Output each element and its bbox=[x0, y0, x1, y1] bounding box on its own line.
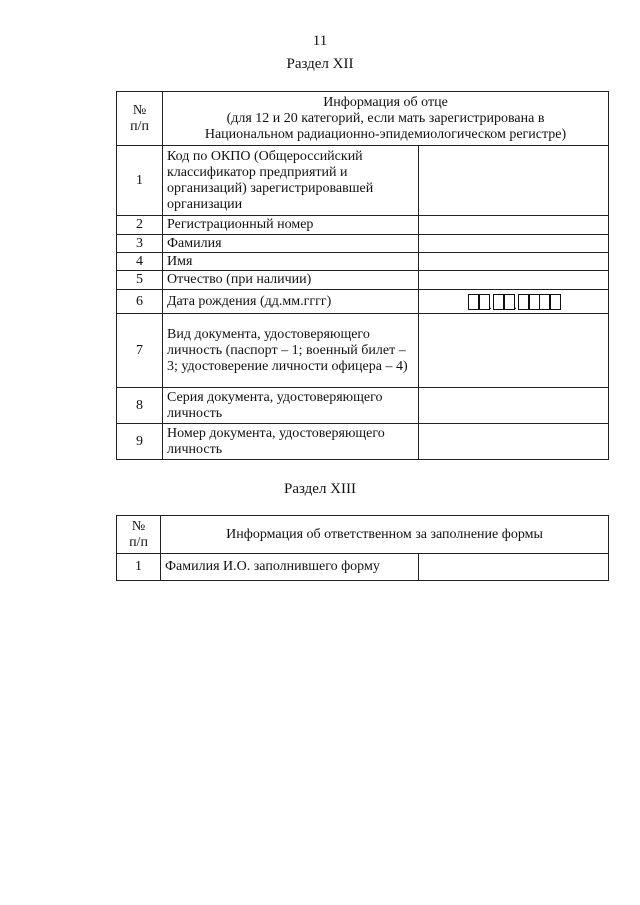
number-column-header: № п/п bbox=[117, 516, 161, 554]
field-label-doc-type: Вид документа, удостоверяющего личность (паспорт – 1; военный билет – 3; удостоверение личности офицера – 4) bbox=[163, 314, 419, 388]
surname-value-cell[interactable] bbox=[419, 235, 609, 253]
date-separator: . bbox=[514, 297, 517, 312]
doc-series-value-cell[interactable] bbox=[419, 388, 609, 424]
father-info-table bbox=[116, 91, 609, 460]
field-label-reg-number: Регистрационный номер bbox=[163, 216, 419, 235]
patronymic-value-cell[interactable] bbox=[419, 271, 609, 290]
section-13-title: Раздел XIII bbox=[284, 481, 356, 497]
field-label-surname: Фамилия bbox=[163, 235, 419, 253]
table-row bbox=[117, 388, 609, 424]
section-12-title: Раздел XII bbox=[286, 56, 354, 72]
table-row bbox=[117, 271, 609, 290]
table-header-row bbox=[117, 92, 609, 146]
row-number: 5 bbox=[117, 271, 163, 290]
field-label-first-name: Имя bbox=[163, 253, 419, 271]
table-row bbox=[117, 235, 609, 253]
responsible-info-header: Информация об ответственном за заполнение формы bbox=[161, 516, 609, 554]
responsible-person-table bbox=[116, 515, 609, 581]
reg-number-value-cell[interactable] bbox=[419, 216, 609, 235]
field-label-doc-series: Серия документа, удостоверяющего личность bbox=[163, 388, 419, 424]
father-info-header: Информация об отце (для 12 и 20 категорий, если мать зарегистрирована в Национальном радиационно-эпидемиологическом регистре) bbox=[163, 92, 609, 146]
okpo-value-cell[interactable] bbox=[419, 146, 609, 216]
field-label-filler-name: Фамилия И.О. заполнившего форму bbox=[161, 554, 419, 581]
field-label-birth-date: Дата рождения (дд.мм.гггг) bbox=[163, 290, 419, 314]
row-number: 1 bbox=[117, 146, 163, 216]
row-number: 1 bbox=[117, 554, 161, 581]
table-row bbox=[117, 216, 609, 235]
birth-date-value-cell[interactable] bbox=[419, 290, 609, 314]
number-column-header: № п/п bbox=[117, 92, 163, 146]
field-label-patronymic: Отчество (при наличии) bbox=[163, 271, 419, 290]
table-row bbox=[117, 146, 609, 216]
birth-date-boxes[interactable] bbox=[423, 294, 604, 310]
row-number: 6 bbox=[117, 290, 163, 314]
table-row bbox=[117, 253, 609, 271]
page-number: 11 bbox=[312, 33, 328, 49]
first-name-value-cell[interactable] bbox=[419, 253, 609, 271]
doc-type-value-cell[interactable] bbox=[419, 314, 609, 388]
field-label-okpo: Код по ОКПО (Общероссийский классификатор предприятий и организаций) зарегистрировавшей организации bbox=[163, 146, 419, 216]
table-header-row bbox=[117, 516, 609, 554]
table-row bbox=[117, 424, 609, 460]
filler-name-value-cell[interactable] bbox=[419, 554, 609, 581]
row-number: 9 bbox=[117, 424, 163, 460]
row-number: 2 bbox=[117, 216, 163, 235]
table-row bbox=[117, 314, 609, 388]
row-number: 3 bbox=[117, 235, 163, 253]
row-number: 8 bbox=[117, 388, 163, 424]
date-separator: . bbox=[489, 297, 492, 312]
field-label-doc-number: Номер документа, удостоверяющего личность bbox=[163, 424, 419, 460]
doc-number-value-cell[interactable] bbox=[419, 424, 609, 460]
table-row bbox=[117, 290, 609, 314]
date-digit-box[interactable] bbox=[549, 294, 561, 310]
row-number: 4 bbox=[117, 253, 163, 271]
row-number: 7 bbox=[117, 314, 163, 388]
table-row bbox=[117, 554, 609, 581]
